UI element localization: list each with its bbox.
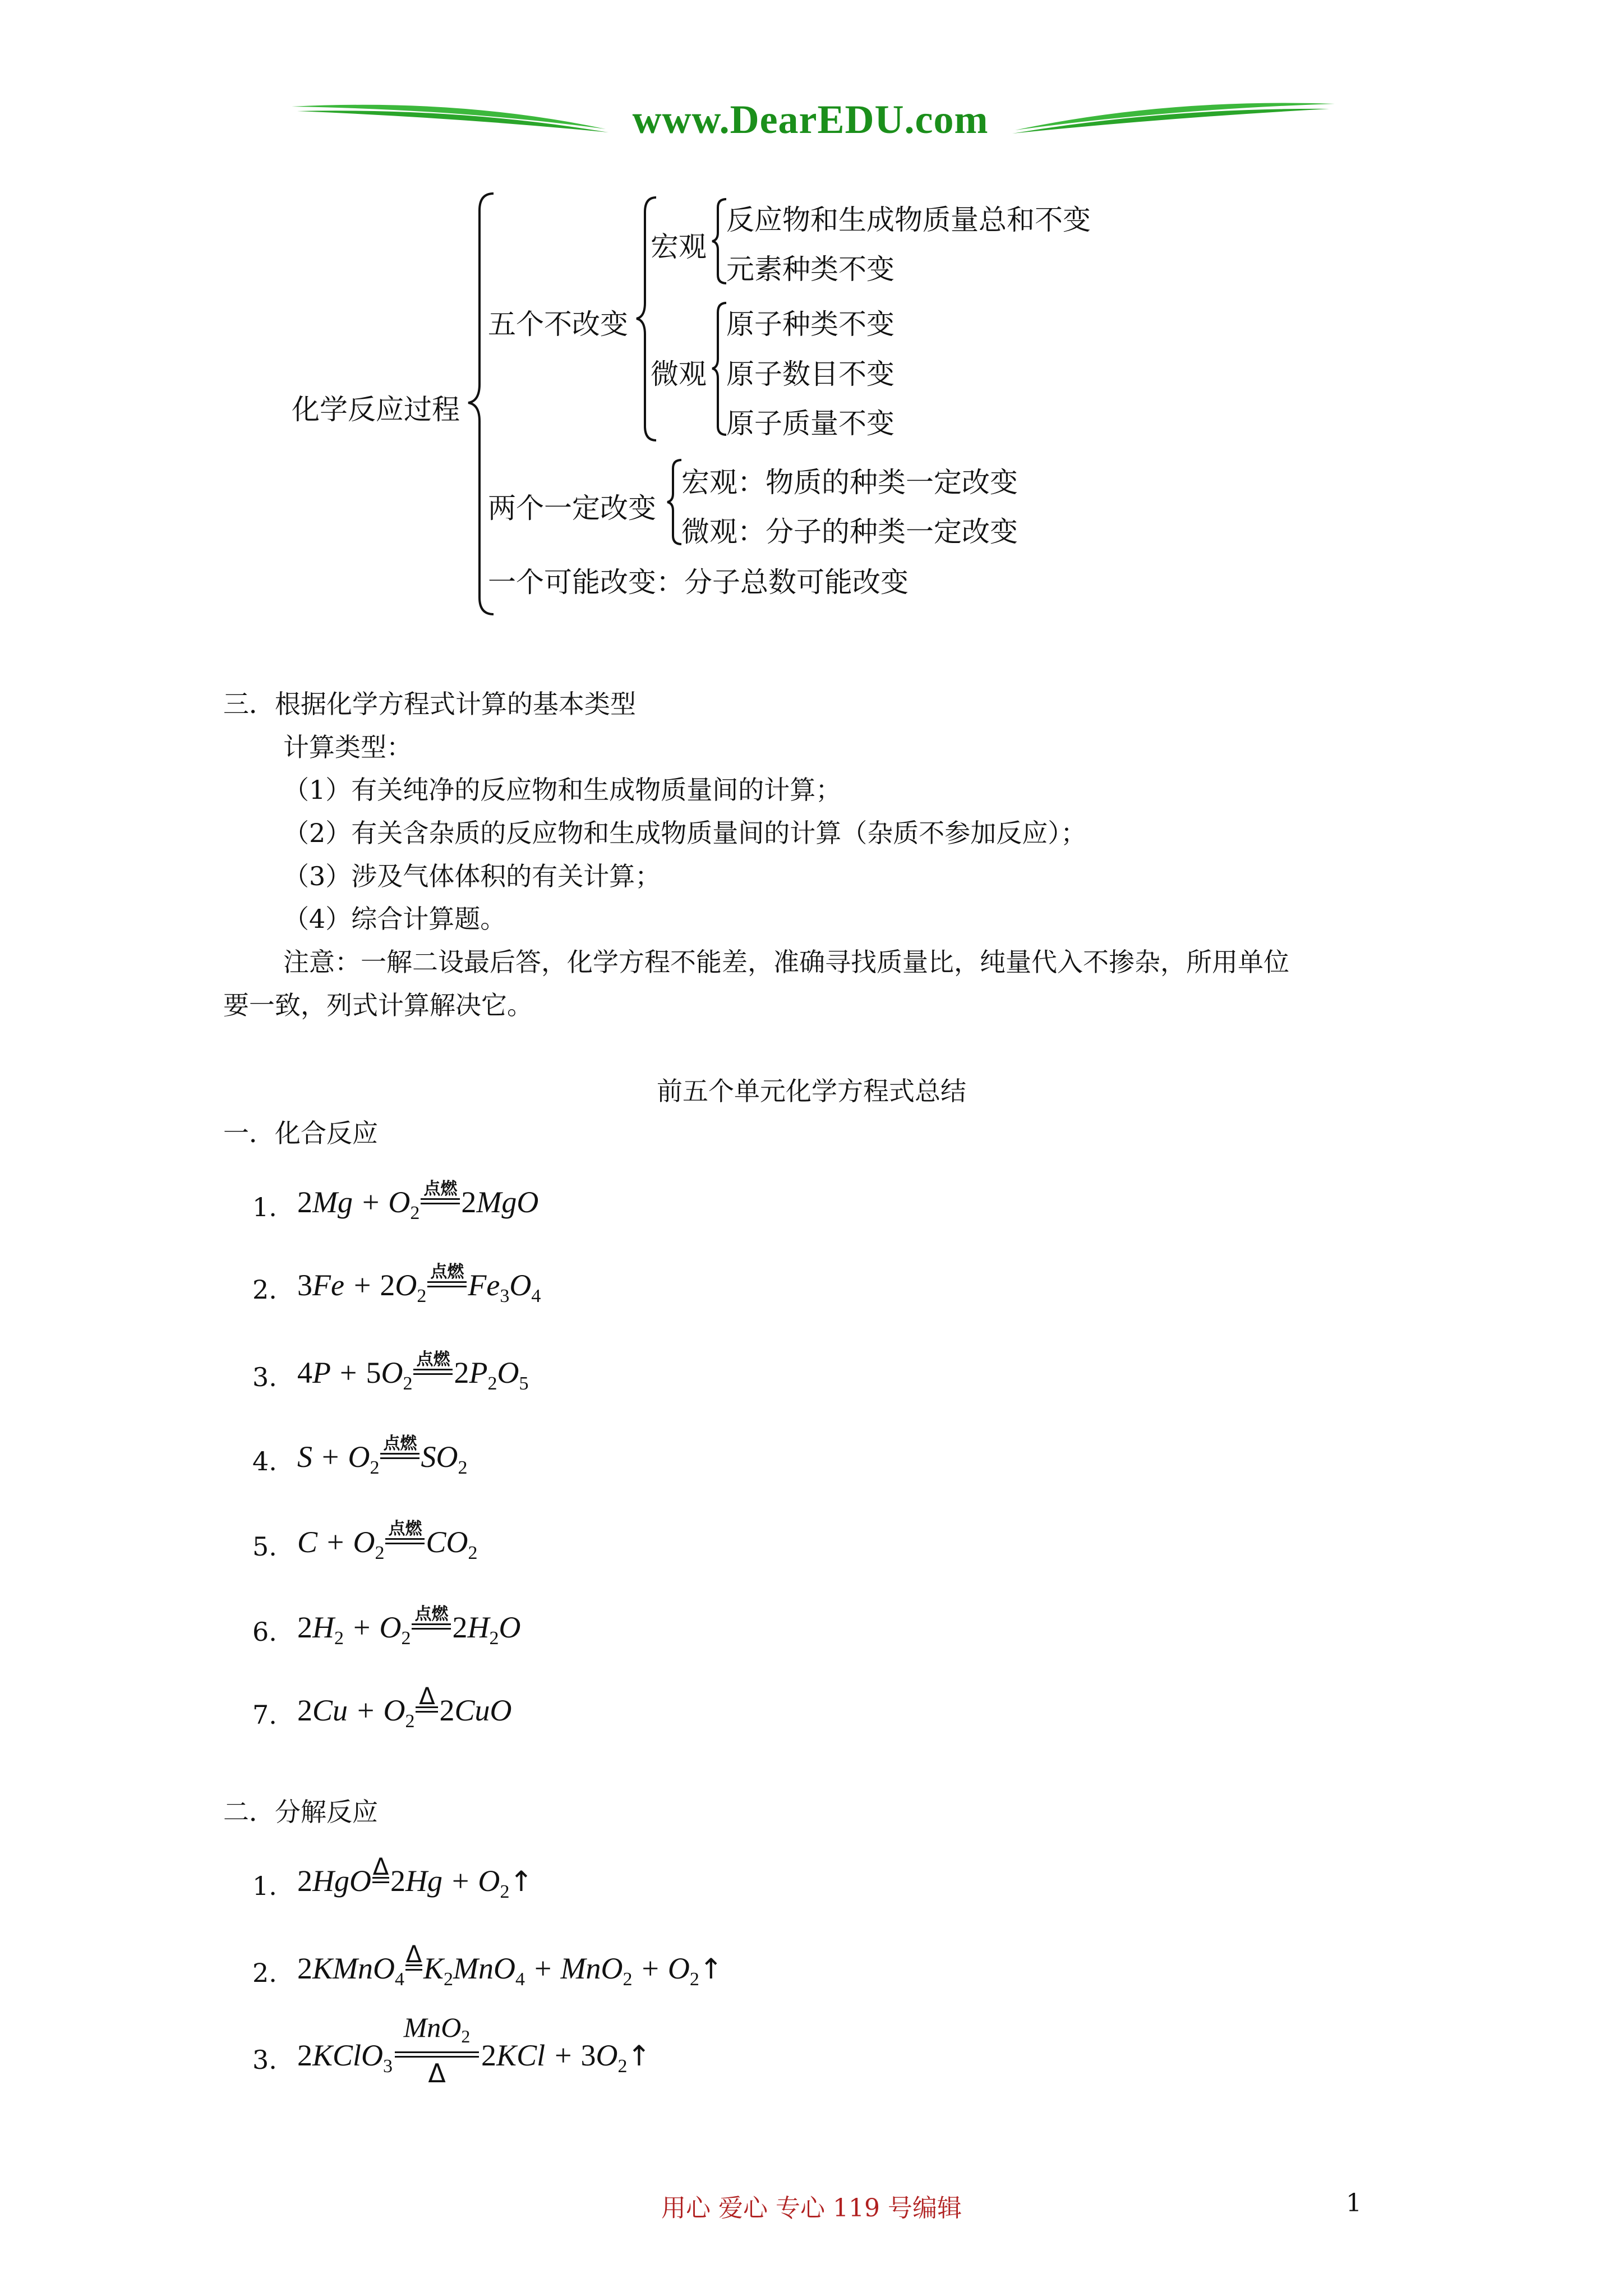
eq-d1-number: 1. (252, 1871, 277, 1901)
section3-item-1: （1）有关纯净的反应物和生成物质量间的计算； (283, 775, 842, 805)
eq-c1-number: 1. (252, 1192, 277, 1222)
summary-title: 前五个单元化学方程式总结 (657, 1076, 966, 1106)
diagram-micro-item-3: 原子质量不变 (726, 407, 895, 440)
section3-item-3: （3）涉及气体体积的有关计算； (283, 861, 661, 891)
eq-c5-number: 5. (252, 1531, 277, 1562)
diagram-two-item-1: 宏观：物质的种类一定改变 (681, 466, 1018, 499)
diagram-two-changed: 两个一定改变 (488, 492, 656, 524)
main-brace (468, 194, 494, 614)
diagram-micro: 微观 (651, 358, 707, 390)
eq-d1: 2HgO Δ $2Hg + O_2↑$ (297, 1853, 533, 1902)
macro-brace (712, 199, 726, 283)
eq-c7-number: 7. (252, 1700, 277, 1730)
micro-brace (712, 303, 726, 435)
diagram-macro-item-2: 元素种类不变 (726, 253, 895, 286)
section3-note-line2: 要一致，列式计算解决它。 (223, 990, 533, 1020)
combination-heading: 一．化合反应 (223, 1118, 378, 1148)
eq-d2: 2KMnO$_4$ Δ $K_2MnO_4 + MnO_2$ + $O_2↑$ (297, 1940, 723, 1990)
eq-c2-number: 2. (252, 1274, 277, 1305)
diagram-five-unchanged: 五个不改变 (488, 308, 628, 341)
diagram-root: 化学反应过程 (292, 393, 460, 426)
eq-c4-number: 4. (252, 1446, 277, 1476)
diagram-micro-item-1: 原子种类不变 (726, 308, 895, 341)
decomposition-heading: 二．分解反应 (223, 1797, 378, 1827)
eq-c3: $4P + 5O_2$ 点燃 $2P_2O_5$ (297, 1350, 529, 1394)
footer-text: 用心 爱心 专心 119 号编辑 (661, 2194, 962, 2223)
eq-c3-number: 3. (252, 1362, 277, 1392)
eq-c6: $2H_2 + O_2$ 点燃 $2H_2O$ (297, 1604, 521, 1649)
site-logo-text: www.DearEDU.com (632, 97, 989, 142)
cond-ignite: 点燃 (421, 1185, 460, 1220)
eq-c7: $2Cu + O_2$ Δ 2CuO (297, 1682, 512, 1732)
eq-c4: $S + O_2$ 点燃 $SO_2$ (297, 1434, 468, 1478)
eq-c1: $2Mg + O_2$ 点燃 2MgO (297, 1179, 539, 1223)
eq-d3: 2KClO$_3$ MnO$_2$ Δ $2KCl + 3O_2↑$ (297, 2012, 651, 2088)
section3-intro: 计算类型： (283, 732, 412, 762)
eq-d2-number: 2. (252, 1958, 277, 1988)
eq-c5: $C + O_2$ 点燃 $CO_2$ (297, 1519, 478, 1563)
eq-c2: $3Fe + 2O_2$ 点燃 $Fe_3O_4$ (297, 1262, 541, 1306)
diagram-micro-item-2: 原子数目不变 (726, 358, 895, 390)
diagram-macro: 宏观 (651, 231, 707, 263)
section3-heading: 三．根据化学方程式计算的基本类型 (223, 689, 636, 719)
eq-d3-number: 3. (252, 2045, 277, 2075)
page-number: 1 (1346, 2189, 1362, 2217)
eq-c6-number: 6. (252, 1617, 277, 1647)
diagram-macro-item-1: 反应物和生成物质量总和不变 (726, 204, 1091, 236)
section3-item-2: （2）有关含杂质的反应物和生成物质量间的计算（杂质不参加反应）； (283, 818, 1087, 848)
two-brace (667, 460, 681, 544)
section3-item-4: （4）综合计算题。 (283, 904, 506, 934)
section3-note-line1: 注意：一解二设最后答，化学方程不能差，准确寻找质量比，纯量代入不掺杂，所用单位 (283, 947, 1289, 977)
diagram-two-item-2: 微观：分子的种类一定改变 (681, 516, 1018, 548)
catalyst-condition: MnO$_2$ Δ (395, 2038, 479, 2073)
diagram-one-possible: 一个可能改变：分子总数可能改变 (488, 566, 909, 599)
